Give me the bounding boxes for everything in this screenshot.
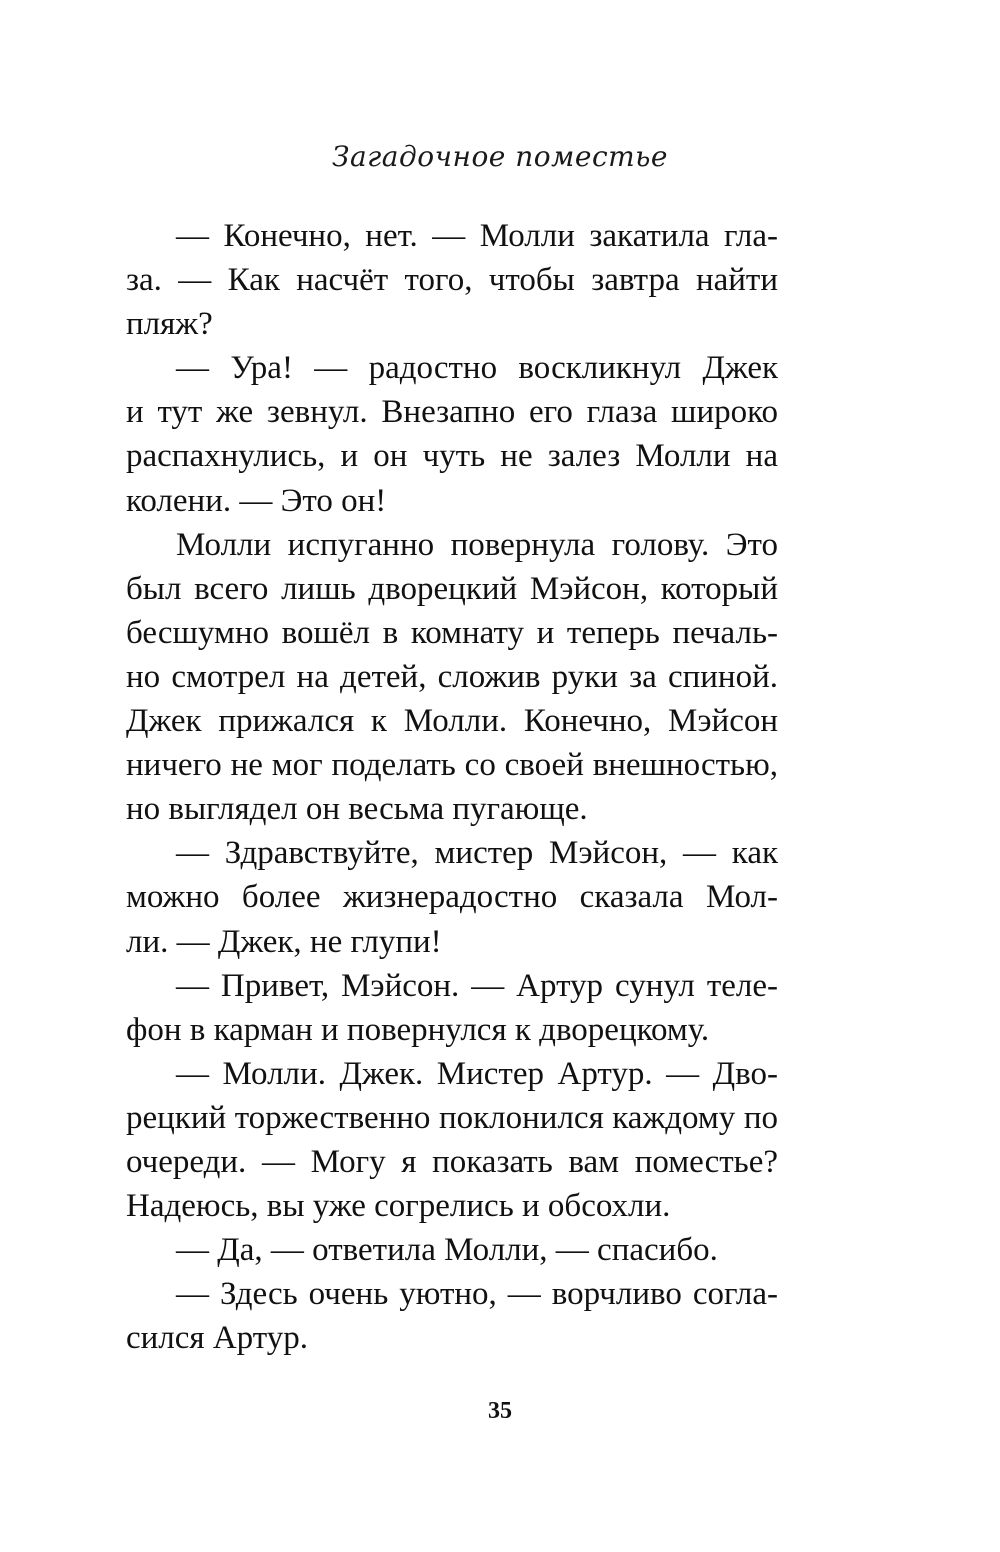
body-text [126, 214, 778, 1360]
running-head: Загадочное поместье [332, 140, 668, 173]
text-line: — Молли. Джек. Мистер Артур. — Дво- [176, 1055, 778, 1092]
text-line: можно более жизнерадостно сказала Мол- [126, 879, 778, 916]
text-line: но смотрел на детей, сложив руки за спиной. [126, 658, 778, 695]
text-line: Надеюсь, вы уже согрелись и обсохли. [126, 1188, 671, 1225]
page-number: 35 [488, 1398, 512, 1424]
text-line: был всего лишь дворецкий Мэйсон, который [126, 570, 778, 607]
text-line: распахнулись, и он чуть не залез Молли на [126, 438, 778, 475]
text-line: сился Артур. [126, 1320, 308, 1357]
text-line: — Привет, Мэйсон. — Артур сунул теле- [176, 967, 778, 1004]
text-line: ничего не мог поделать со своей внешностью, [126, 747, 778, 784]
text-line: колени. — Это он! [126, 482, 387, 519]
text-line: — Да, — ответила Молли, — спасибо. [176, 1232, 718, 1269]
text-line: рецкий торжественно поклонился каждому по [126, 1099, 778, 1136]
text-line: Джек прижался к Молли. Конечно, Мэйсон [126, 703, 778, 740]
text-line: Молли испуганно повернула голову. Это [176, 526, 778, 563]
text-line: — Здравствуйте, мистер Мэйсон, — как [176, 835, 778, 872]
text-line: бесшумно вошёл в комнату и теперь печаль- [126, 614, 778, 651]
text-line: фон в карман и повернулся к дворецкому. [126, 1011, 710, 1048]
text-line: и тут же зевнул. Внезапно его глаза широко [126, 394, 778, 431]
text-line: — Конечно, нет. — Молли закатила гла- [176, 218, 778, 254]
text-line: ли. — Джек, не глупи! [126, 923, 442, 960]
text-line: за. — Как насчёт того, чтобы завтра найти [126, 262, 778, 299]
text-line: — Здесь очень уютно, — ворчливо согла- [176, 1276, 778, 1313]
text-line: — Ура! — радостно воскликнул Джек [176, 350, 778, 387]
text-line: но выглядел он весьма пугающе. [126, 791, 588, 828]
text-line: пляж? [126, 306, 213, 343]
text-line: очереди. — Могу я показать вам поместье? [126, 1143, 778, 1180]
